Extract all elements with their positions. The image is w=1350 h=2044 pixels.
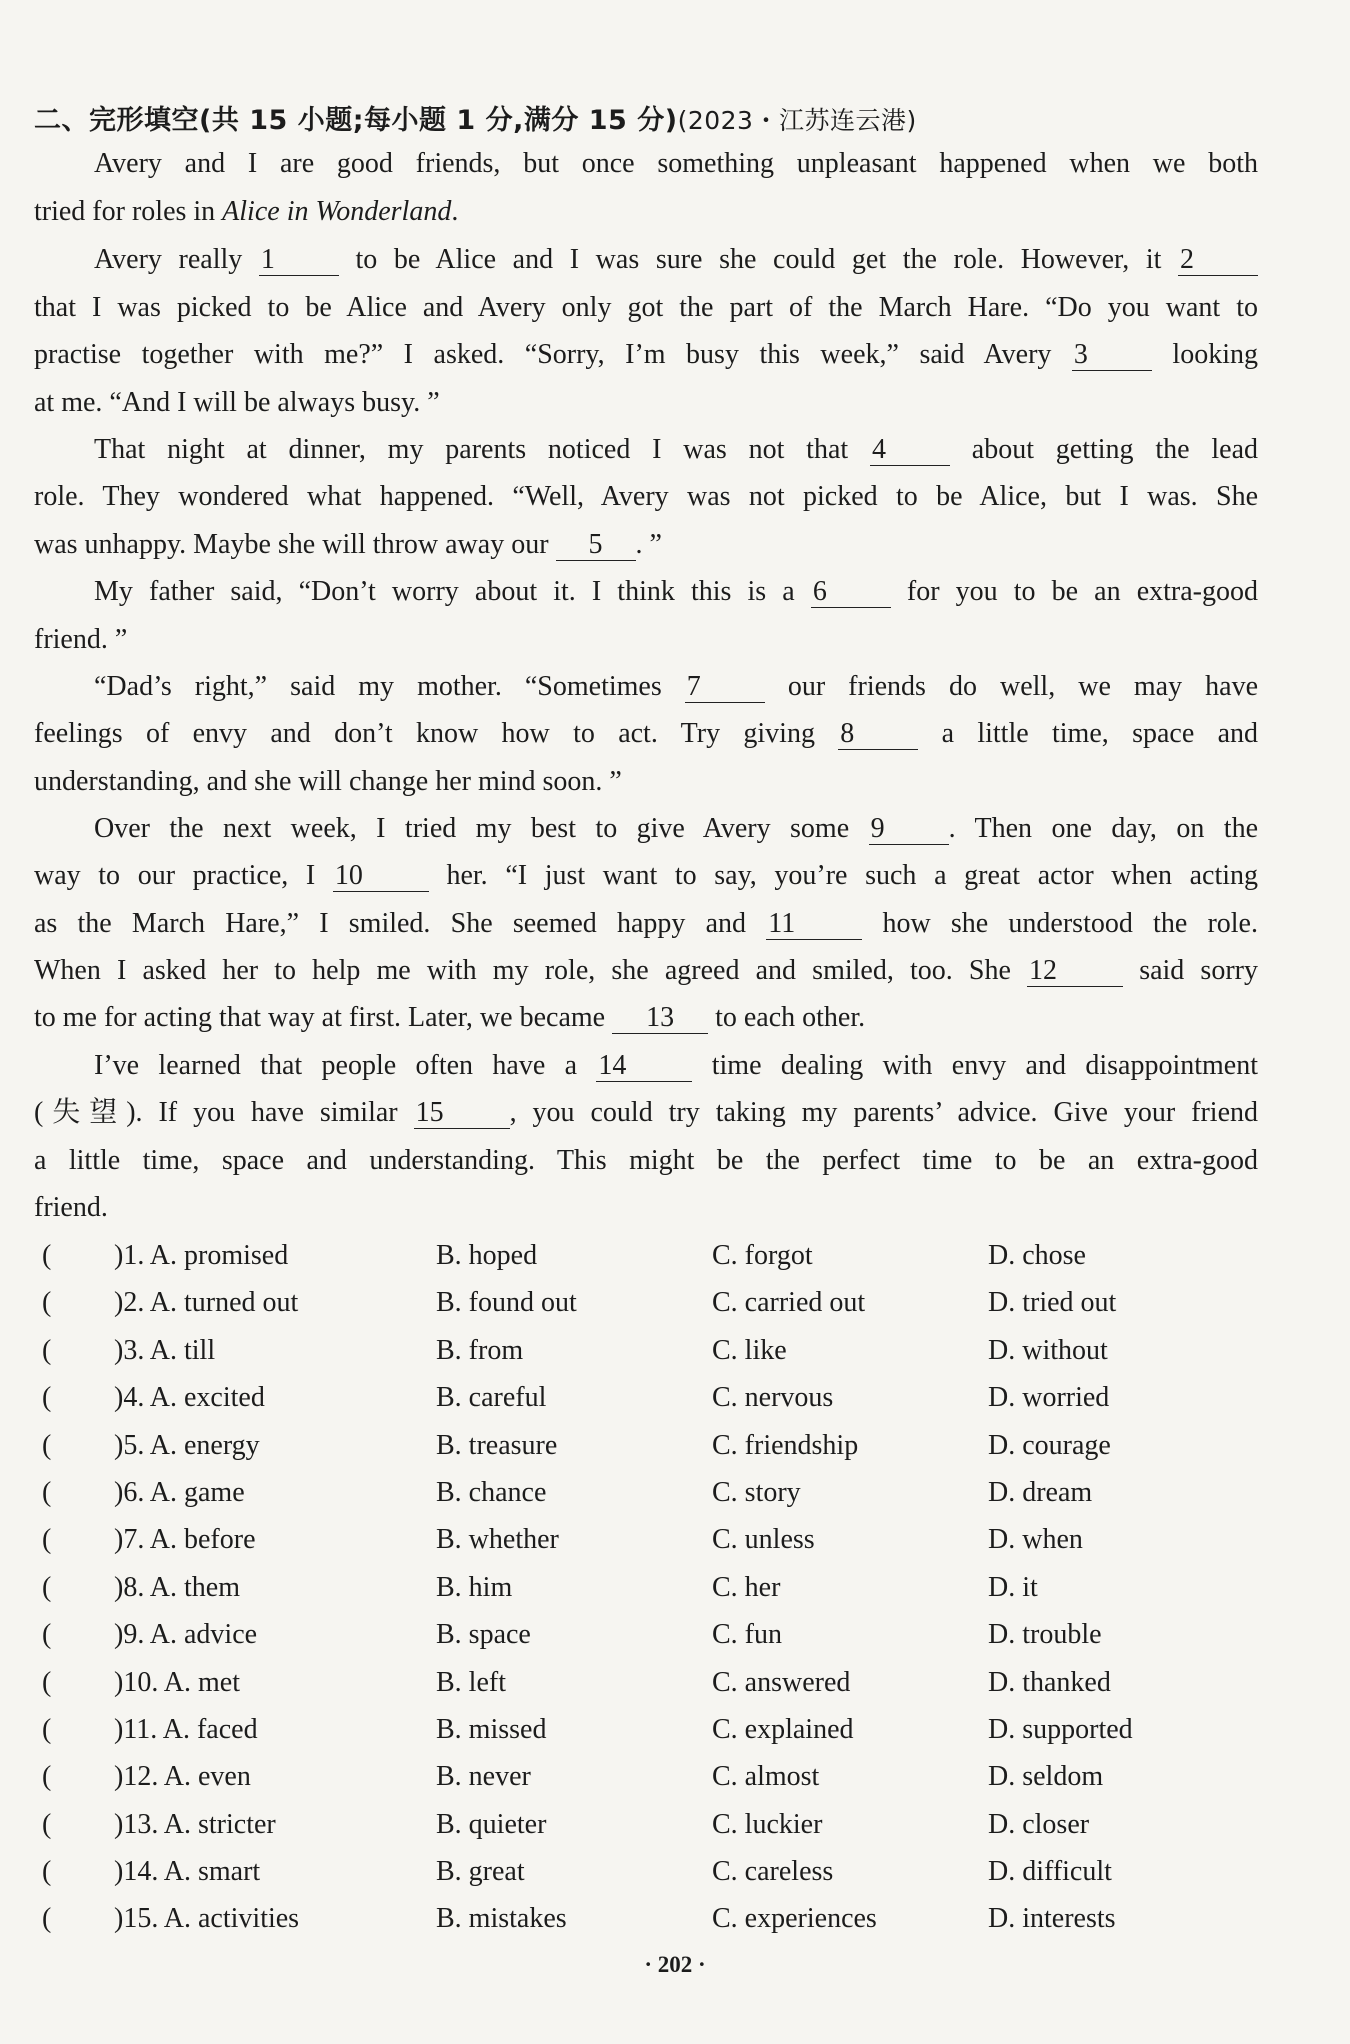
- section-title: 二、完形填空(共 15 小题;每小题 1 分,满分 15 分): [34, 105, 678, 136]
- option-b: B. from: [436, 1335, 524, 1366]
- blank-11: 11: [766, 909, 862, 940]
- option-a: )13. A. stricter: [114, 1809, 276, 1840]
- passage-line: practise together with me?” I asked. “Sorry, I’m busy this week,” said Avery 3 looking: [34, 339, 1258, 370]
- question-row: [34, 1572, 1264, 1612]
- option-c: C. careless: [712, 1856, 834, 1887]
- option-a: )2. A. turned out: [114, 1287, 299, 1318]
- passage-line: I’ve learned that people often have a 14 time dealing with envy and disappointment: [94, 1050, 1258, 1081]
- option-d: D. it: [988, 1572, 1038, 1603]
- option-b: B. whether: [436, 1524, 559, 1555]
- option-a: )7. A. before: [114, 1524, 256, 1555]
- option-c: C. luckier: [712, 1809, 823, 1840]
- answer-slot[interactable]: (: [42, 1809, 52, 1840]
- question-row: [34, 1382, 1264, 1422]
- answer-slot[interactable]: (: [42, 1382, 52, 1413]
- section-heading: [34, 98, 917, 137]
- question-row: [34, 1619, 1264, 1659]
- page-number: · 202 ·: [644, 1952, 706, 1977]
- option-d: D. supported: [988, 1714, 1133, 1745]
- option-b: B. mistakes: [436, 1903, 567, 1934]
- blank-5: 5: [556, 530, 636, 561]
- option-b: B. hoped: [436, 1240, 538, 1271]
- option-d: D. trouble: [988, 1619, 1102, 1650]
- passage-line: understanding, and she will change her mind soon. ”: [34, 766, 622, 797]
- blank-2: 2: [1178, 245, 1258, 276]
- option-b: B. him: [436, 1572, 513, 1603]
- option-a: )10. A. met: [114, 1667, 240, 1698]
- passage-line: was unhappy. Maybe she will throw away our 5 . ”: [34, 529, 662, 560]
- option-d: D. closer: [988, 1809, 1090, 1840]
- option-a: )15. A. activities: [114, 1903, 300, 1934]
- option-d: D. when: [988, 1524, 1083, 1555]
- passage-line: that I was picked to be Alice and Avery only got the part of the March Hare. “Do you want to: [34, 292, 1258, 323]
- passage-line: (失望). If you have similar 15 , you could try taking my parents’ advice. Give your friend: [34, 1097, 1258, 1128]
- blank-10: 10: [333, 861, 429, 892]
- passage-line: to me for acting that way at first. Later, we became 13 to each other.: [34, 1002, 866, 1033]
- option-d: D. seldom: [988, 1761, 1104, 1792]
- answer-slot[interactable]: (: [42, 1667, 52, 1698]
- option-b: B. careful: [436, 1382, 547, 1413]
- question-row: [34, 1524, 1264, 1564]
- passage-line: friend.: [34, 1192, 108, 1223]
- option-c: C. nervous: [712, 1382, 834, 1413]
- question-row: [34, 1477, 1264, 1517]
- answer-slot[interactable]: (: [42, 1524, 52, 1555]
- option-b: B. left: [436, 1667, 506, 1698]
- option-b: B. space: [436, 1619, 531, 1650]
- question-row: [34, 1430, 1264, 1470]
- answer-slot[interactable]: (: [42, 1903, 52, 1934]
- option-a: )11. A. faced: [114, 1714, 258, 1745]
- answer-slot[interactable]: (: [42, 1619, 52, 1650]
- blank-12: 12: [1027, 956, 1123, 987]
- passage-line: When I asked her to help me with my role, she agreed and smiled, too. She 12 said sorry: [34, 955, 1258, 986]
- book-title: Alice in Wonderland: [222, 196, 452, 227]
- passage-line: That night at dinner, my parents noticed I was not that 4 about getting the lead: [94, 434, 1258, 465]
- option-d: D. courage: [988, 1430, 1111, 1461]
- answer-slot[interactable]: (: [42, 1477, 52, 1508]
- answer-slot[interactable]: (: [42, 1856, 52, 1887]
- option-a: )5. A. energy: [114, 1430, 260, 1461]
- blank-8: 8: [838, 719, 918, 750]
- passage-line: Avery and I are good friends, but once something unpleasant happened when we both: [94, 148, 1258, 179]
- option-c: C. unless: [712, 1524, 815, 1555]
- option-b: B. never: [436, 1761, 531, 1792]
- answer-slot[interactable]: (: [42, 1335, 52, 1366]
- passage-line: role. They wondered what happened. “Well, Avery was not picked to be Alice, but I was. She: [34, 481, 1258, 512]
- answer-slot[interactable]: (: [42, 1761, 52, 1792]
- passage-line: tried for roles in Alice in Wonderland.: [34, 196, 459, 227]
- question-row: [34, 1287, 1264, 1327]
- option-c: C. like: [712, 1335, 787, 1366]
- passage-line: My father said, “Don’t worry about it. I think this is a 6 for you to be an extra-good: [94, 576, 1258, 607]
- option-c: C. friendship: [712, 1430, 859, 1461]
- option-c: C. almost: [712, 1761, 820, 1792]
- blank-13: 13: [612, 1003, 708, 1034]
- option-d: D. interests: [988, 1903, 1116, 1934]
- question-row: [34, 1240, 1264, 1280]
- question-row: [34, 1856, 1264, 1896]
- option-c: C. answered: [712, 1667, 851, 1698]
- blank-6: 6: [811, 577, 891, 608]
- question-row: [34, 1761, 1264, 1801]
- option-b: B. chance: [436, 1477, 547, 1508]
- option-a: )9. A. advice: [114, 1619, 258, 1650]
- passage-line: “Dad’s right,” said my mother. “Sometimes 7 our friends do well, we may have: [94, 671, 1258, 702]
- passage-line: Over the next week, I tried my best to give Avery some 9 . Then one day, on the: [94, 813, 1258, 844]
- option-d: D. difficult: [988, 1856, 1112, 1887]
- option-c: C. her: [712, 1572, 781, 1603]
- blank-4: 4: [870, 435, 950, 466]
- option-d: D. thanked: [988, 1667, 1111, 1698]
- answer-slot[interactable]: (: [42, 1572, 52, 1603]
- blank-15: 15: [414, 1098, 510, 1129]
- passage-line: as the March Hare,” I smiled. She seemed happy and 11 how she understood the role.: [34, 908, 1258, 939]
- answer-slot[interactable]: (: [42, 1714, 52, 1745]
- section-source: (2023・江苏连云港): [677, 106, 917, 135]
- passage-line: at me. “And I will be always busy. ”: [34, 387, 440, 418]
- option-a: )8. A. them: [114, 1572, 240, 1603]
- blank-14: 14: [596, 1051, 692, 1082]
- option-d: D. worried: [988, 1382, 1110, 1413]
- option-a: )12. A. even: [114, 1761, 251, 1792]
- option-b: B. missed: [436, 1714, 547, 1745]
- option-b: B. great: [436, 1856, 525, 1887]
- passage-line: feelings of envy and don’t know how to act. Try giving 8 a little time, space and: [34, 718, 1259, 749]
- option-c: C. story: [712, 1477, 801, 1508]
- option-d: D. dream: [988, 1477, 1093, 1508]
- option-c: C. explained: [712, 1714, 854, 1745]
- option-d: D. chose: [988, 1240, 1086, 1271]
- option-d: D. tried out: [988, 1287, 1117, 1318]
- blank-3: 3: [1072, 340, 1152, 371]
- option-d: D. without: [988, 1335, 1108, 1366]
- passage-line: a little time, space and understanding. This might be the perfect time to be an extra-good: [34, 1145, 1258, 1176]
- blank-1: 1: [259, 245, 339, 276]
- option-a: )3. A. till: [114, 1335, 216, 1366]
- blank-9: 9: [869, 814, 949, 845]
- option-a: )1. A. promised: [114, 1240, 289, 1271]
- option-c: C. experiences: [712, 1903, 877, 1934]
- passage-line: way to our practice, I 10 her. “I just want to say, you’re such a great actor when acting: [34, 860, 1259, 891]
- option-c: C. carried out: [712, 1287, 866, 1318]
- question-row: [34, 1809, 1264, 1849]
- answer-slot[interactable]: (: [42, 1287, 52, 1318]
- option-a: )14. A. smart: [114, 1856, 261, 1887]
- question-row: [34, 1714, 1264, 1754]
- option-a: )4. A. excited: [114, 1382, 265, 1413]
- passage-line: Avery really 1 to be Alice and I was sure she could get the role. However, it 2: [34, 242, 1258, 278]
- question-row: [34, 1667, 1264, 1707]
- question-row: [34, 1335, 1264, 1375]
- option-c: C. fun: [712, 1619, 782, 1650]
- option-b: B. found out: [436, 1287, 577, 1318]
- answer-slot[interactable]: (: [42, 1430, 52, 1461]
- passage-line: friend. ”: [34, 624, 128, 655]
- option-b: B. quieter: [436, 1809, 547, 1840]
- answer-slot[interactable]: (: [42, 1240, 52, 1271]
- option-a: )6. A. game: [114, 1477, 245, 1508]
- question-row: [34, 1903, 1264, 1943]
- option-c: C. forgot: [712, 1240, 813, 1271]
- option-b: B. treasure: [436, 1430, 558, 1461]
- blank-7: 7: [685, 672, 765, 703]
